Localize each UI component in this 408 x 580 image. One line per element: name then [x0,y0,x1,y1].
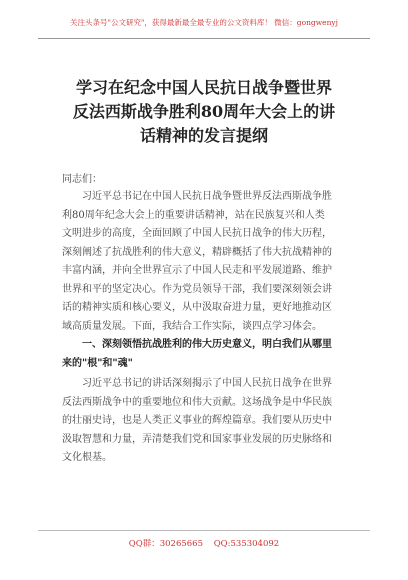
qq-group-text: QQ群：30265665 [128,539,203,549]
contact-footer [30,537,378,549]
header-divider [38,38,370,39]
paragraph-line: 利80周年纪念大会上的重要讲话精神，站在民族复兴和人类 [62,209,325,221]
promo-header: 关注头条号"公文研究"，获得最新最全最专业的公文资料库！ 微信：gongwenyj [70,18,338,27]
paragraph-line: 话的精神实质和核心要义，从中汲取奋进力量，更好地推动区 [62,302,332,313]
heading-line: 来的"根"和"魂" [62,357,133,369]
paragraph-line: 汲取智慧和力量，弄清楚我们党和国家事业发展的历史脉络和 [62,433,332,445]
footer-divider [38,530,370,531]
paragraph-line: 的壮丽史诗，也是人类正义事业的辉煌篇章。我们要从历史中 [62,415,332,426]
title-line: 话精神的发言提纲 [139,126,268,145]
paragraph-line: 世界和平的坚定决心。作为党员领导干部，我们要深刻领会讲 [62,283,332,295]
paragraph-line: 文化根基。 [62,452,112,463]
paragraph-line: 习近平总书记在中国人民抗日战争暨世界反法西斯战争胜 [82,191,332,202]
title-line: 反法西斯战争胜利80周年大会上的讲 [72,102,336,121]
section-heading-1 [62,336,362,373]
paragraph-line: 习近平总书记的讲话深刻揭示了中国人民抗日战争在世界 [82,378,332,389]
paragraph-line: 反法西斯战争中的重要地位和伟大贡献。这场战争是中华民族 [62,396,332,408]
heading-line: 一、深刻领悟抗战胜利的伟大历史意义，明白我们从哪里 [82,339,332,350]
qq-number-text: QQ:535304092 [213,539,280,549]
salutation: 同志们： [62,174,102,185]
title-line: 学习在纪念中国人民抗日战争暨世界 [75,78,332,97]
paragraph-line: 文明进步的高度，全面回顾了中国人民抗日战争的伟大历程， [62,228,332,239]
paragraph-section-1 [62,375,358,468]
paragraph-line: 域高质量发展。下面，我结合工作实际，谈四点学习体会。 [62,320,322,332]
paragraph-line: 深刻阐述了抗战胜利的伟大意义，精辟概括了伟大抗战精神的 [62,246,332,258]
document-title [30,76,378,148]
paragraph-intro [62,188,358,336]
paragraph-line: 丰富内涵，并向全世界宣示了中国人民走和平发展道路、维护 [62,265,332,276]
